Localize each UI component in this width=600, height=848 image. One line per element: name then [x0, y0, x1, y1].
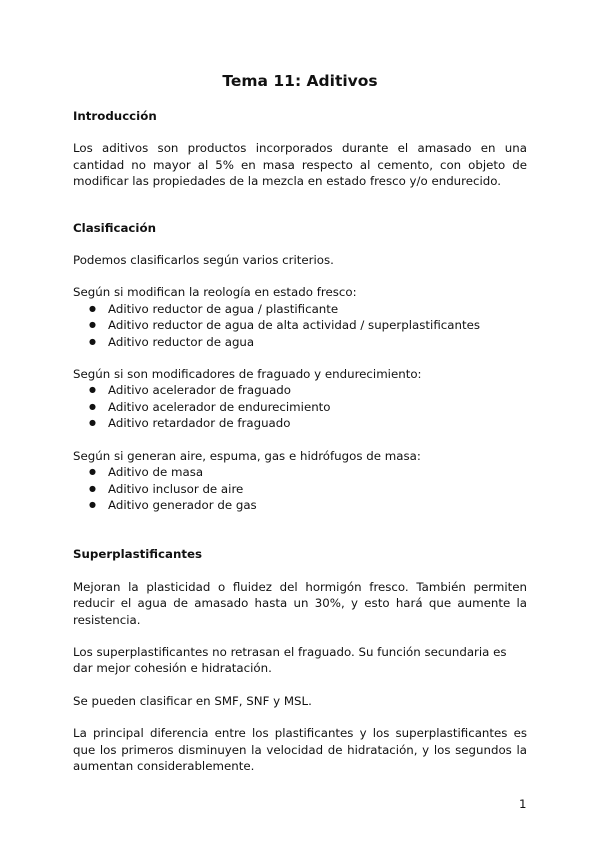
- list-item: ● Aditivo reductor de agua / plastificante: [73, 301, 527, 317]
- classification-lead: Podemos clasificarlos según varios criterios.: [73, 253, 334, 268]
- superplastificantes-paragraph: Los superplastificantes no retrasan el fraguado. Su función secundaria es dar mejor cohesión e hidratación.: [73, 644, 507, 676]
- list-item: ● Aditivo inclusor de aire: [73, 481, 527, 497]
- criterion-setting-list: [73, 382, 527, 431]
- criterion-air-label: Según si generan aire, espuma, gas e hidrófugos de masa:: [73, 448, 421, 463]
- list-item: ● Aditivo reductor de agua: [73, 334, 527, 350]
- list-item: ● Aditivo acelerador de endurecimiento: [73, 399, 527, 415]
- superplastificantes-paragraph: La principal diferencia entre los plastificantes y los superplastificantes es que los primeros disminuyen la velocidad de hidratación, y los segundos la aumentan considerablemente.: [73, 726, 527, 773]
- list-item: ● Aditivo retardador de fraguado: [73, 415, 527, 431]
- criterion-rheology-label: Según si modifican la reología en estado fresco:: [73, 285, 357, 300]
- list-item: ● Aditivo generador de gas: [73, 497, 527, 513]
- superplastificantes-paragraph: Mejoran la plasticidad o fluidez del hormigón fresco. También permiten reducir el agua de amasado hasta un 30%, y esto hará que aumente la resistencia.: [73, 579, 527, 627]
- superplastificantes-paragraph: Se pueden clasificar en SMF, SNF y MSL.: [73, 693, 312, 708]
- page-title: Tema 11: Aditivos: [222, 72, 378, 90]
- page-number: 1: [519, 797, 527, 811]
- page-content: [73, 108, 527, 774]
- criterion-setting-label: Según si son modificadores de fraguado y endurecimiento:: [73, 367, 422, 382]
- classification-heading: Clasificación: [73, 220, 156, 235]
- list-item: ● Aditivo reductor de agua de alta actividad / superplastificantes: [73, 317, 527, 333]
- list-item: ● Aditivo de masa: [73, 464, 527, 480]
- criterion-rheology-list: [73, 301, 527, 350]
- criterion-air-list: [73, 464, 527, 513]
- intro-paragraph: Los aditivos son productos incorporados durante el amasado en una cantidad no mayor al 5% en masa respecto al cemento, con objeto de modificar las propiedades de la mezcla en estado fresco y/o endurecido.: [73, 141, 527, 189]
- superplastificantes-heading: Superplastificantes: [73, 547, 203, 562]
- list-item: ● Aditivo acelerador de fraguado: [73, 382, 527, 398]
- intro-heading: Introducción: [73, 109, 157, 123]
